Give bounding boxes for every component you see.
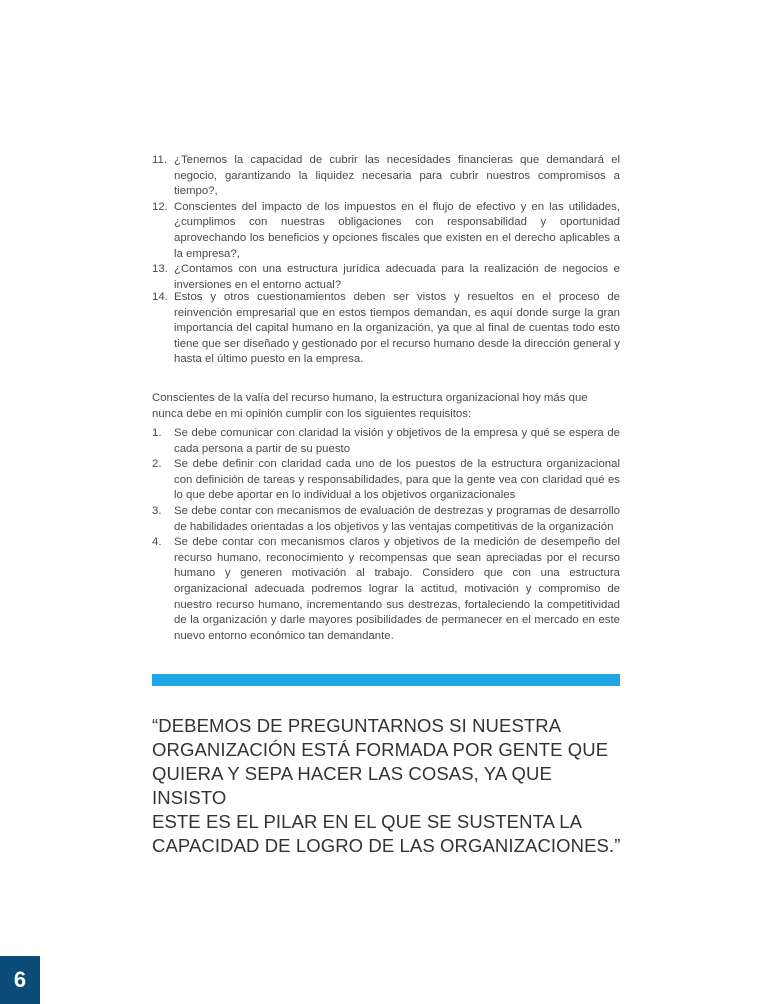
item-text: Conscientes del impacto de los impuestos en el flujo de efectivo y en las utilidades, ¿cumplimos con nuestras obligaciones con responsabilidad y oportunidad aprovechando los beneficios y opciones fiscales que existen en el derecho aplicables a la empresa?, <box>174 200 620 260</box>
questions-list-14 <box>152 290 620 368</box>
requirements-list <box>152 426 620 644</box>
quote-line: ESTE ES EL PILAR EN EL QUE SE SUSTENTA LA <box>152 811 583 832</box>
page-number-badge <box>0 956 40 1004</box>
list-item <box>152 504 620 535</box>
quote-line: ORGANIZACIÓN ESTÁ FORMADA POR GENTE QUE <box>152 739 609 760</box>
item-number: 13. <box>152 263 168 276</box>
item-text: Se debe contar con mecanismos de evaluación de destrezas y programas de desarrollo de habilidades orientadas a los objetivos y las ventajas competitivas de la organización <box>174 504 620 533</box>
list-item <box>152 457 620 504</box>
item-number: 2. <box>152 458 162 471</box>
item-text: Se debe contar con mecanismos claros y objetivos de la medición de desempeño del recurso humano, reconocimiento y recompensas que sean apreciadas por el recurso humano y generen motivación al trabajo. Considero que con una estructura organizacional adecuada podremos lograr la actitud, motivación y compromiso de nuestro recurso humano, incrementando sus destrezas, fortaleciendo la competitividad de la organización y darle mayores posibilidades de permanecer en el mercado en este nuevo entorno económico tan demandante. <box>174 536 620 642</box>
quote-line: CAPACIDAD DE LOGRO DE LAS ORGANIZACIONES.” <box>152 835 621 856</box>
item-number: 14. <box>152 291 168 303</box>
item-text: ¿Contamos con una estructura jurídica adecuada para la realización de negocios e inversiones en el entorno actual? <box>174 263 620 291</box>
item-number: 1. <box>152 427 162 439</box>
list-item <box>152 200 620 262</box>
item-text: Se debe comunicar con claridad la visión y objetivos de la empresa y qué se espera de cada persona a partir de su puesto <box>174 427 620 455</box>
item-text: Estos y otros cuestionamientos deben ser vistos y resueltos en el proceso de reinvención empresarial que en estos tiempos demandan, es aquí donde surge la gran importancia del capital humano en la organización, ya que al final de cuentas todo esto tiene que ser diseñado y gestionado por el recurso humano desde la dirección general y hasta el último puesto en la empresa. <box>174 291 620 366</box>
item-text: ¿Tenemos la capacidad de cubrir las necesidades financieras que demandará el negocio, garantizando la liquidez necesaria para cubrir nuestros compromisos a tiempo?, <box>174 154 620 198</box>
item-number: 11. <box>152 154 167 166</box>
accent-divider-bar <box>152 674 620 686</box>
list-item <box>152 262 620 293</box>
intro-paragraph: Conscientes de la valía del recurso humano, la estructura organizacional hoy más que nunca debe en mi opinión cumplir con los siguientes requisitos: <box>152 392 588 420</box>
questions-list-11-13 <box>152 153 620 293</box>
item-number: 3. <box>152 504 162 517</box>
list-item <box>152 535 620 644</box>
list-item <box>152 426 620 457</box>
list-item <box>152 153 620 200</box>
pull-quote <box>152 714 622 858</box>
item-number: 4. <box>152 536 162 549</box>
item-text: Se debe definir con claridad cada uno de los puestos de la estructura organizacional con definición de tareas y responsabilidades, para que la gente vea con claridad qué es lo que debe aportar en lo individual a los objetivos organizacionales <box>174 458 620 502</box>
page-number: 6 <box>13 967 27 992</box>
item-number: 12. <box>152 200 168 213</box>
quote-line: “DEBEMOS DE PREGUNTARNOS SI NUESTRA <box>152 715 562 736</box>
list-item <box>152 290 620 368</box>
quote-line: QUIERA Y SEPA HACER LAS COSAS, YA QUE INSISTO <box>152 763 552 808</box>
